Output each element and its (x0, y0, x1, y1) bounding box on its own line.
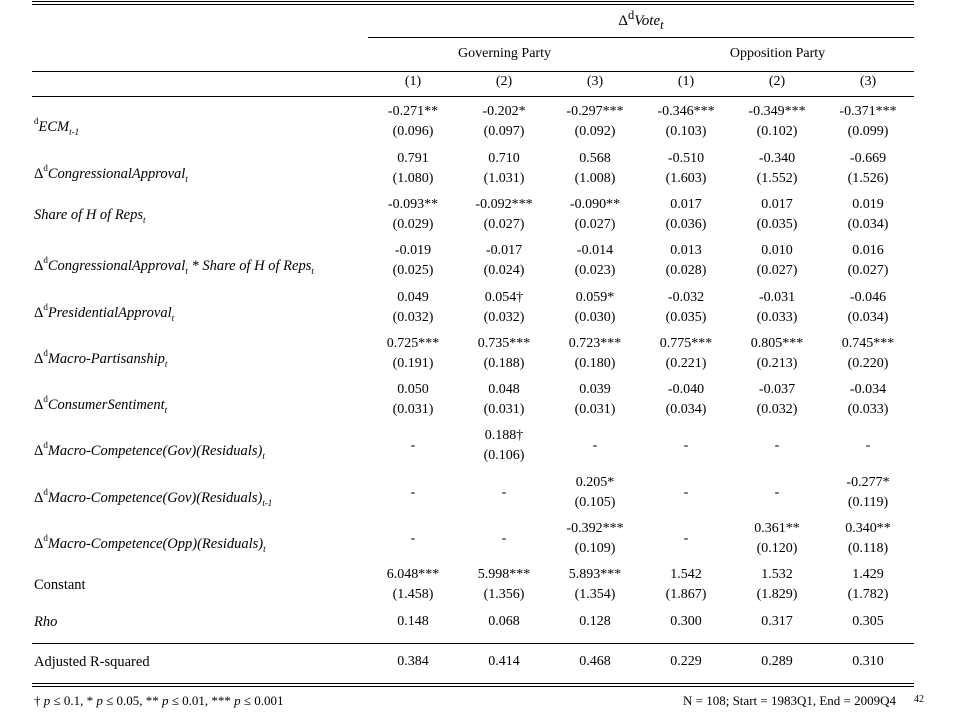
table-top-rule (32, 1, 914, 5)
row-label: Rho (34, 614, 58, 630)
coefficient-cell: 5.893*** (1.354) (568, 567, 622, 602)
standard-error: (1.526) (847, 171, 889, 186)
coefficient-cell: 1.429 (1.782) (847, 567, 889, 602)
coefficient-cell: - (683, 438, 689, 453)
coefficient-cell: 6.048*** (1.458) (386, 567, 440, 602)
standard-error: (0.034) (847, 217, 889, 232)
coefficient-cell: -0.034 (0.033) (847, 382, 889, 417)
coefficient-cell: - (683, 485, 689, 500)
standard-error: (0.032) (483, 310, 525, 325)
standard-error: (0.220) (847, 356, 889, 371)
coefficient-cell: 0.310 (852, 654, 884, 669)
coefficient-cell: 0.068 (488, 614, 520, 629)
governing-party-header: Governing Party (458, 46, 551, 61)
coefficient-cell: 0.305 (852, 614, 884, 629)
standard-error: (1.354) (574, 587, 616, 602)
coefficient-cell: -0.346*** (0.103) (657, 104, 715, 139)
model-header-rule (32, 96, 914, 97)
dependent-variable-header: $\Delta^dVote_t$ (618, 8, 664, 32)
standard-error: (0.032) (756, 402, 798, 417)
standard-error: (0.028) (665, 263, 707, 278)
coefficient-cell: 0.805*** (0.213) (750, 336, 804, 371)
coefficient-cell: - (774, 438, 780, 453)
coefficient-cell: 0.205* (0.105) (574, 475, 616, 510)
row-label: Adjusted R-squared (34, 654, 150, 670)
row-label: Share of H of Reps$_t$ (34, 207, 146, 225)
standard-error: (1.080) (392, 171, 434, 186)
coefficient-cell: 0.188† (0.106) (483, 428, 525, 463)
group-header-rule (32, 71, 914, 72)
standard-error: (1.552) (756, 171, 798, 186)
standard-error: (0.030) (574, 310, 616, 325)
significance-note: † p ≤ 0.1, * p ≤ 0.05, ** p ≤ 0.01, *** p ≤ 0.001 (34, 693, 284, 708)
coefficient-cell: -0.017 (0.024) (483, 243, 525, 278)
coefficient-cell: 0.414 (488, 654, 520, 669)
standard-error: (0.027) (574, 217, 616, 232)
coefficient-cell: 1.532 (1.829) (756, 567, 798, 602)
coefficient-cell: -0.037 (0.032) (756, 382, 798, 417)
standard-error: (0.036) (665, 217, 707, 232)
coefficient-cell: 0.791 (1.080) (392, 151, 434, 186)
model-header-1: (1) (404, 74, 422, 89)
standard-error: (0.180) (574, 356, 616, 371)
coefficient-cell: 0.735*** (0.188) (477, 336, 531, 371)
standard-error: (0.024) (483, 263, 525, 278)
standard-error: (0.033) (756, 310, 798, 325)
coefficient-cell: 0.340** (0.118) (845, 521, 891, 556)
standard-error: (0.109) (574, 541, 616, 556)
coefficient-cell: 1.542 (1.867) (665, 567, 707, 602)
table-bottom-rule (32, 683, 914, 687)
sample-note: N = 108; Start = 1983Q1, End = 2009Q4 (683, 693, 897, 708)
coefficient-cell: 0.775*** (0.221) (659, 336, 713, 371)
coefficient-cell: - (410, 438, 416, 453)
row-label: $\Delta^dMacro-Competence(Opp)(Residuals)_t$ (34, 533, 266, 554)
coefficient-cell: 0.317 (761, 614, 793, 629)
coefficient-cell: 0.148 (397, 614, 429, 629)
coefficient-cell: 0.048 (0.031) (483, 382, 525, 417)
coefficient-cell: 0.468 (579, 654, 611, 669)
standard-error: (0.031) (483, 402, 525, 417)
coefficient-cell: - (501, 531, 507, 546)
standard-error: (1.782) (847, 587, 889, 602)
standard-error: (0.099) (847, 124, 889, 139)
coefficient-cell: 5.998*** (1.356) (477, 567, 531, 602)
page-number: 42 (914, 694, 924, 705)
standard-error: (0.103) (665, 124, 707, 139)
standard-error: (0.031) (574, 402, 616, 417)
standard-error: (0.034) (847, 310, 889, 325)
coefficient-cell: 0.568 (1.008) (574, 151, 616, 186)
coefficient-cell: -0.349*** (0.102) (748, 104, 806, 139)
row-label: $\Delta^dMacro-Competence(Gov)(Residuals)_t$ (34, 440, 265, 461)
standard-error: (0.097) (483, 124, 525, 139)
coefficient-cell: 0.054† (0.032) (483, 290, 525, 325)
coefficient-cell: - (410, 485, 416, 500)
standard-error: (1.008) (574, 171, 616, 186)
coefficient-cell: -0.092*** (0.027) (475, 197, 533, 232)
standard-error: (0.106) (483, 448, 525, 463)
coefficient-cell: 0.017 (0.036) (665, 197, 707, 232)
coefficient-cell: -0.392*** (0.109) (566, 521, 624, 556)
standard-error: (0.027) (756, 263, 798, 278)
standard-error: (0.102) (756, 124, 798, 139)
coefficient-cell: - (774, 485, 780, 500)
coefficient-cell: 0.128 (579, 614, 611, 629)
row-label: $\Delta^dMacro-Partisanship_t$ (34, 348, 168, 369)
row-label: $^dECM_{t-1}$ (34, 116, 80, 137)
row-label: $\Delta^dConsumerSentiment_t$ (34, 394, 168, 415)
coefficient-cell: 0.050 (0.031) (392, 382, 434, 417)
standard-error: (0.119) (847, 495, 889, 510)
coefficient-cell: -0.202* (0.097) (482, 104, 526, 139)
coefficient-cell: 0.013 (0.028) (665, 243, 707, 278)
coefficient-cell: - (592, 438, 598, 453)
coefficient-cell: -0.032 (0.035) (665, 290, 707, 325)
row-label: $\Delta^dCongressionalApproval_t$ * Share of H of Reps$_t$ (34, 255, 314, 276)
coefficient-cell: -0.019 (0.025) (392, 243, 434, 278)
standard-error: (0.027) (847, 263, 889, 278)
row-label: $\Delta^dCongressionalApproval_t$ (34, 163, 188, 184)
pre-r2-rule (32, 643, 914, 644)
model-header-2: (2) (495, 74, 513, 89)
coefficient-cell: 0.723*** (0.180) (568, 336, 622, 371)
coefficient-cell: -0.340 (1.552) (756, 151, 798, 186)
coefficient-cell: -0.040 (0.034) (665, 382, 707, 417)
standard-error: (1.031) (483, 171, 525, 186)
coefficient-cell: -0.046 (0.034) (847, 290, 889, 325)
standard-error: (1.458) (392, 587, 434, 602)
standard-error: (1.867) (665, 587, 707, 602)
coefficient-cell: 0.010 (0.027) (756, 243, 798, 278)
standard-error: (0.092) (574, 124, 616, 139)
coefficient-cell: 0.039 (0.031) (574, 382, 616, 417)
coefficient-cell: 0.289 (761, 654, 793, 669)
standard-error: (0.033) (847, 402, 889, 417)
standard-error: (1.356) (483, 587, 525, 602)
standard-error: (0.221) (665, 356, 707, 371)
standard-error: (0.120) (756, 541, 798, 556)
coefficient-cell: - (865, 438, 871, 453)
opposition-party-header: Opposition Party (729, 46, 826, 61)
coefficient-cell: 0.229 (670, 654, 702, 669)
standard-error: (0.035) (665, 310, 707, 325)
dependent-var-underline (368, 37, 914, 38)
coefficient-cell: -0.090** (0.027) (569, 197, 621, 232)
coefficient-cell: -0.093** (0.029) (387, 197, 439, 232)
coefficient-cell: -0.510 (1.603) (665, 151, 707, 186)
coefficient-cell: -0.669 (1.526) (847, 151, 889, 186)
coefficient-cell: 0.384 (397, 654, 429, 669)
standard-error: (0.035) (756, 217, 798, 232)
standard-error: (0.025) (392, 263, 434, 278)
coefficient-cell: -0.371*** (0.099) (839, 104, 897, 139)
standard-error: (0.191) (392, 356, 434, 371)
coefficient-cell: 0.361** (0.120) (754, 521, 800, 556)
coefficient-cell: 0.745*** (0.220) (841, 336, 895, 371)
coefficient-cell: 0.049 (0.032) (392, 290, 434, 325)
coefficient-cell: -0.031 (0.033) (756, 290, 798, 325)
coefficient-cell: 0.019 (0.034) (847, 197, 889, 232)
coefficient-cell: - (410, 531, 416, 546)
standard-error: (0.027) (483, 217, 525, 232)
model-header-4: (1) (677, 74, 695, 89)
standard-error: (0.032) (392, 310, 434, 325)
standard-error: (0.031) (392, 402, 434, 417)
row-label: $\Delta^dMacro-Competence(Gov)(Residuals)_{t-1}$ (34, 487, 273, 508)
coefficient-cell: 0.059* (0.030) (574, 290, 616, 325)
coefficient-cell: 0.300 (670, 614, 702, 629)
coefficient-cell: - (501, 485, 507, 500)
standard-error: (0.034) (665, 402, 707, 417)
model-header-6: (3) (859, 74, 877, 89)
coefficient-cell: -0.277* (0.119) (846, 475, 890, 510)
coefficient-cell: - (683, 531, 689, 546)
model-header-3: (3) (586, 74, 604, 89)
standard-error: (0.213) (756, 356, 798, 371)
coefficient-cell: 0.017 (0.035) (756, 197, 798, 232)
standard-error: (0.029) (392, 217, 434, 232)
standard-error: (0.105) (574, 495, 616, 510)
row-label: $\Delta^dPresidentialApproval_t$ (34, 302, 175, 323)
coefficient-cell: -0.014 (0.023) (574, 243, 616, 278)
standard-error: (0.188) (483, 356, 525, 371)
coefficient-cell: 0.710 (1.031) (483, 151, 525, 186)
coefficient-cell: -0.297*** (0.092) (566, 104, 624, 139)
standard-error: (1.603) (665, 171, 707, 186)
standard-error: (0.118) (847, 541, 889, 556)
row-label: Constant (34, 577, 86, 593)
standard-error: (1.829) (756, 587, 798, 602)
standard-error: (0.023) (574, 263, 616, 278)
standard-error: (0.096) (392, 124, 434, 139)
coefficient-cell: 0.016 (0.027) (847, 243, 889, 278)
coefficient-cell: 0.725*** (0.191) (386, 336, 440, 371)
model-header-5: (2) (768, 74, 786, 89)
coefficient-cell: -0.271** (0.096) (387, 104, 439, 139)
